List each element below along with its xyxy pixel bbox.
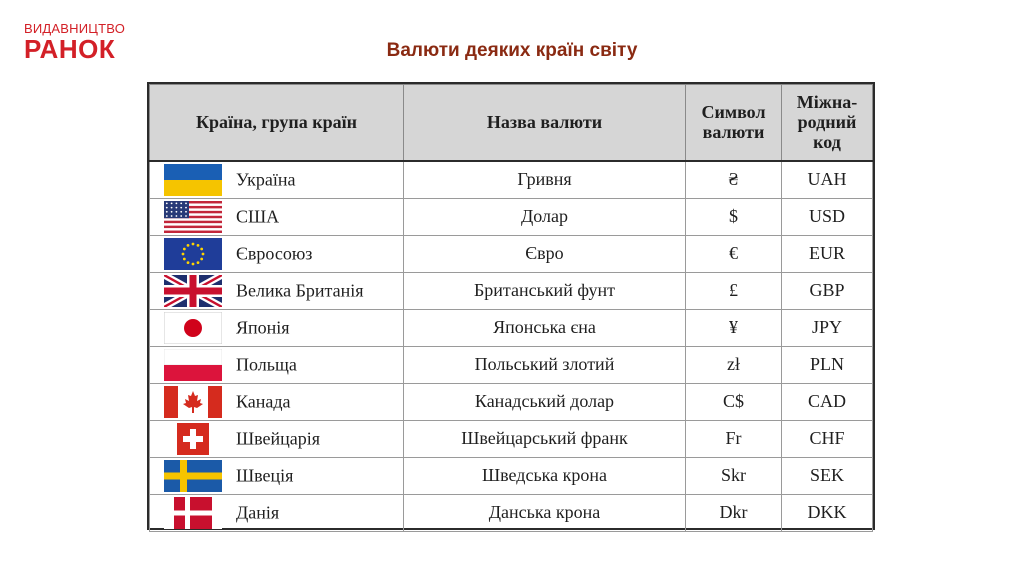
currency-code: UAH xyxy=(782,161,873,199)
currency-table xyxy=(147,82,875,530)
publisher-label: ВИДАВНИЦТВО xyxy=(24,21,126,36)
usa-flag-icon xyxy=(164,201,222,233)
denmark-flag-icon xyxy=(164,497,222,529)
header-code xyxy=(782,85,873,161)
country-name: США xyxy=(236,206,280,226)
ukraine-flag-icon xyxy=(164,164,222,196)
switzerland-flag-icon xyxy=(164,423,222,455)
japan-flag-icon xyxy=(164,312,222,344)
header-symbol-line: валюти xyxy=(702,122,765,143)
currency-name: Гривня xyxy=(404,161,686,199)
country-name: Польща xyxy=(236,354,297,374)
currency-code: CHF xyxy=(782,420,873,457)
currency-code: SEK xyxy=(782,457,873,494)
header-currency-name: Назва валюти xyxy=(404,85,686,161)
currency-name: Швейцарський франк xyxy=(404,420,686,457)
table-row xyxy=(150,383,873,420)
currency-name: Японська єна xyxy=(404,309,686,346)
country-cell xyxy=(150,383,404,420)
table-row xyxy=(150,235,873,272)
uk-flag-icon xyxy=(164,275,222,307)
country-name: Швеція xyxy=(236,465,294,485)
country-name: Велика Британія xyxy=(236,280,364,300)
currency-symbol: $ xyxy=(686,198,782,235)
table-header-row xyxy=(150,85,873,161)
currency-code: USD xyxy=(782,198,873,235)
table-row xyxy=(150,161,873,199)
currency-code: GBP xyxy=(782,272,873,309)
currency-code: PLN xyxy=(782,346,873,383)
currency-symbol: Fr xyxy=(686,420,782,457)
currency-name: Шведська крона xyxy=(404,457,686,494)
currency-name: Данська крона xyxy=(404,494,686,531)
publisher-name: РАНОК xyxy=(24,34,116,64)
header-code-line: код xyxy=(813,132,841,153)
header-code-line: родний xyxy=(797,112,857,133)
table-row xyxy=(150,272,873,309)
table-row xyxy=(150,309,873,346)
header-symbol-line: Символ xyxy=(701,102,766,123)
currency-symbol: € xyxy=(686,235,782,272)
currency-name: Долар xyxy=(404,198,686,235)
country-name: Японія xyxy=(236,317,290,337)
table-row xyxy=(150,457,873,494)
header-symbol xyxy=(686,85,782,161)
currency-symbol: Skr xyxy=(686,457,782,494)
currency-symbol: C$ xyxy=(686,383,782,420)
currency-symbol: £ xyxy=(686,272,782,309)
country-cell xyxy=(150,457,404,494)
header-country: Країна, група країн xyxy=(150,85,404,161)
currency-code: CAD xyxy=(782,383,873,420)
country-name: Україна xyxy=(236,169,296,189)
eu-flag-icon xyxy=(164,238,222,270)
currency-code: EUR xyxy=(782,235,873,272)
canada-flag-icon xyxy=(164,386,222,418)
currency-symbol: zł xyxy=(686,346,782,383)
sweden-flag-icon xyxy=(164,460,222,492)
header-code-line: Міжна- xyxy=(796,92,858,113)
country-name: Євросоюз xyxy=(236,243,313,263)
country-name: Данія xyxy=(236,502,280,522)
country-name: Канада xyxy=(236,391,291,411)
country-cell xyxy=(150,309,404,346)
currency-symbol: ¥ xyxy=(686,309,782,346)
currency-symbol: Dkr xyxy=(686,494,782,531)
country-cell xyxy=(150,494,404,531)
currency-code: DKK xyxy=(782,494,873,531)
page-title: Валюти деяких країн світу xyxy=(386,40,638,61)
poland-flag-icon xyxy=(164,349,222,381)
currency-name: Польський злотий xyxy=(404,346,686,383)
currency-name: Британський фунт xyxy=(404,272,686,309)
currency-symbol: ₴ xyxy=(686,161,782,199)
country-cell xyxy=(150,198,404,235)
country-cell xyxy=(150,346,404,383)
country-cell xyxy=(150,235,404,272)
table-row xyxy=(150,420,873,457)
table-row xyxy=(150,198,873,235)
country-name: Швейцарія xyxy=(236,428,321,448)
country-cell xyxy=(150,161,404,199)
currency-name: Канадський долар xyxy=(404,383,686,420)
country-cell xyxy=(150,420,404,457)
currency-name: Євро xyxy=(404,235,686,272)
country-cell xyxy=(150,272,404,309)
currency-code: JPY xyxy=(782,309,873,346)
table-row xyxy=(150,346,873,383)
table-row xyxy=(150,494,873,531)
